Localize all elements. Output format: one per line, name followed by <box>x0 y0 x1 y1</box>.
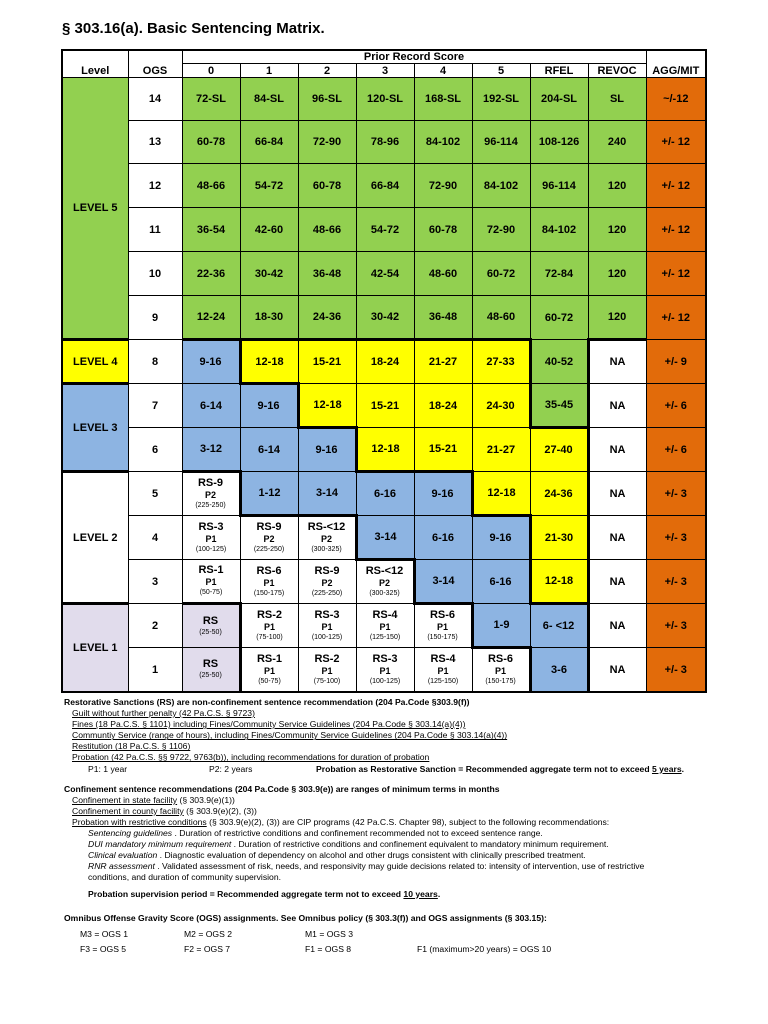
matrix-cell: 6-16 <box>414 516 472 560</box>
prior-record-score-header: Prior Record Score <box>182 50 646 64</box>
cell-rs-label: RS-9 <box>314 564 340 577</box>
cell-rs-label: RS <box>202 614 219 627</box>
matrix-cell: SL <box>588 78 646 121</box>
matrix-cell: 15-21 <box>356 384 414 428</box>
matrix-row <box>62 428 706 472</box>
matrix-cell: 36-54 <box>182 208 240 252</box>
matrix-cell: 120 <box>588 252 646 296</box>
prs-column-header: 3 <box>356 64 414 78</box>
prs-column-header: 5 <box>472 64 530 78</box>
matrix-cell: 30-42 <box>240 252 298 296</box>
ogs-assign: M2 = OGS 2 <box>184 928 232 939</box>
probation-rs-note: Probation as Restorative Sanction = Recommended aggregate term not to exceed 5 years. <box>316 763 684 774</box>
cell-probation-label: P1 <box>494 666 506 676</box>
rs-item: Fines (18 Pa.C.S. § 1101) including Fines/Community Service Guidelines (204 Pa.Code § 303.14(a)(4)) <box>72 719 466 730</box>
level-label: LEVEL 4 <box>62 340 128 384</box>
cell-probation-label: P1 <box>436 622 448 632</box>
matrix-cell: 42-60 <box>240 208 298 252</box>
matrix-cell: 6-16 <box>472 560 530 604</box>
matrix-cell: 48-66 <box>298 208 356 252</box>
matrix-cell: NA <box>588 604 646 648</box>
rs-item: Communtiy Service (range of hours), including Fines/Community Service Guidelines (204 Pa.Code § 303.14(a)(4)) <box>72 730 508 741</box>
probation-terms-row <box>64 764 724 775</box>
matrix-row <box>62 472 706 516</box>
conf-county: Confinement in county facility (§ 303.9(e)(2), (3)) <box>72 805 257 816</box>
level-header: Level <box>62 50 128 78</box>
cell-rs-label: RS-1 <box>256 652 283 665</box>
matrix-cell <box>356 648 414 693</box>
ogs-assign: F3 = OGS 5 <box>80 943 127 954</box>
matrix-cell: 21-27 <box>414 340 472 384</box>
matrix-cell: 40-52 <box>530 340 588 384</box>
matrix-cell: 6-16 <box>356 472 414 516</box>
cell-rs-label: RS-4 <box>430 652 456 665</box>
cell-rs-label: RS <box>202 658 219 670</box>
matrix-row <box>62 121 706 164</box>
matrix-cell: 12-18 <box>240 340 298 384</box>
matrix-row <box>62 648 706 693</box>
matrix-row <box>62 604 706 648</box>
matrix-cell: 120 <box>588 164 646 208</box>
ogs-value: 11 <box>128 208 182 252</box>
matrix-cell <box>298 648 356 693</box>
ogs-value: 8 <box>128 340 182 384</box>
cell-range-label: (125-150) <box>427 677 459 685</box>
cell-rs-label: RS-2 <box>256 608 283 621</box>
matrix-row <box>62 560 706 604</box>
cell-range-label: (25-50) <box>199 672 222 679</box>
cell-rs-label: RS-2 <box>314 652 340 665</box>
matrix-cell <box>182 604 240 648</box>
cell-range-label: (100-125) <box>311 633 343 641</box>
matrix-cell <box>472 648 530 693</box>
matrix-cell: 48-60 <box>472 296 530 340</box>
cell-probation-label: P2 <box>320 534 332 544</box>
matrix-row <box>62 296 706 340</box>
ogs-value: 3 <box>128 560 182 604</box>
matrix-cell: 60-78 <box>182 121 240 164</box>
ogs-value: 10 <box>128 252 182 296</box>
matrix-cell <box>240 648 298 693</box>
level-label: LEVEL 3 <box>62 384 128 472</box>
prob-restrictive: Probation with restrictive conditions (§ 303.9(e)(2), (3)) are CIP programs (42 Pa.C.S. Chapter 98), subject to the following recommendations: <box>72 816 610 827</box>
cell-range-label: (300-325) <box>369 590 400 597</box>
cell-range-label: (125-150) <box>369 633 401 641</box>
matrix-cell: 24-36 <box>530 472 588 516</box>
matrix-cell: 96-SL <box>298 78 356 121</box>
agg-mit-value: +/- 3 <box>646 472 706 516</box>
cell-range-label: (50-75) <box>258 677 281 685</box>
matrix-cell: 96-114 <box>472 121 530 164</box>
level-label: LEVEL 2 <box>62 472 128 604</box>
matrix-cell: 42-54 <box>356 252 414 296</box>
agg-mit-value: ~/-12 <box>646 78 706 121</box>
agg-mit-value: +/- 9 <box>646 340 706 384</box>
matrix-cell: 66-84 <box>356 164 414 208</box>
matrix-cell: 1-9 <box>472 604 530 648</box>
cell-probation-label: P1 <box>437 665 449 676</box>
matrix-cell: 108-126 <box>530 121 588 164</box>
matrix-cell: NA <box>588 472 646 516</box>
matrix-cell: 48-66 <box>182 164 240 208</box>
matrix-cell: 72-90 <box>472 208 530 252</box>
matrix-cell: 72-90 <box>414 164 472 208</box>
cell-rs-label: RS-<12 <box>365 565 404 577</box>
rs-item: Restitution (18 Pa.C.S. § 1106) <box>72 741 191 752</box>
matrix-cell <box>298 516 356 560</box>
matrix-cell: 27-33 <box>472 340 530 384</box>
prs-column-header: 1 <box>240 64 298 78</box>
matrix-cell: 12-18 <box>356 428 414 472</box>
matrix-cell: 21-30 <box>530 516 588 560</box>
matrix-cell: 60-72 <box>472 252 530 296</box>
cell-rs-label: RS-6 <box>429 609 456 621</box>
matrix-cell: 72-90 <box>298 121 356 164</box>
rs-item: Probation (42 Pa.C.S. §§ 9722, 9763(b)), including recommendations for duration of probation <box>72 752 430 763</box>
cell-range-label: (75-100) <box>256 633 283 641</box>
matrix-cell: 168-SL <box>414 78 472 121</box>
ogs-assign: F1 (maximum>20 years) = OGS 10 <box>417 943 552 954</box>
ogs-assign-row-1 <box>64 929 724 940</box>
matrix-cell: 12-24 <box>182 296 240 340</box>
matrix-cell: 120 <box>588 208 646 252</box>
cell-range-label: (225-250) <box>253 546 285 553</box>
cell-probation-label: P1 <box>205 577 217 587</box>
matrix-cell: 27-40 <box>530 428 588 472</box>
cell-probation-label: P2 <box>378 578 390 588</box>
matrix-cell: 3-14 <box>356 516 414 560</box>
matrix-cell: 22-36 <box>182 252 240 296</box>
matrix-cell: 6-14 <box>182 384 240 428</box>
matrix-cell <box>414 648 472 693</box>
ogs-value: 9 <box>128 296 182 340</box>
level-label: LEVEL 1 <box>62 604 128 693</box>
cell-rs-label: RS-<12 <box>307 521 346 533</box>
level-label: LEVEL 5 <box>62 78 128 340</box>
matrix-cell: 60-78 <box>298 164 356 208</box>
cell-range-label: (225-250) <box>195 502 226 509</box>
cell-range-label: (150-175) <box>427 634 458 641</box>
matrix-row <box>62 78 706 121</box>
matrix-cell: 18-30 <box>240 296 298 340</box>
matrix-cell: 18-24 <box>356 340 414 384</box>
matrix-cell: 6-14 <box>240 428 298 472</box>
matrix-cell: 24-30 <box>472 384 530 428</box>
matrix-row <box>62 208 706 252</box>
matrix-cell: 3-14 <box>414 560 472 604</box>
cell-rs-label: RS-9 <box>256 521 282 533</box>
prs-column-header: 2 <box>298 64 356 78</box>
matrix-cell: 240 <box>588 121 646 164</box>
agg-mit-value: +/- 12 <box>646 252 706 296</box>
ogs-heading: Omnibus Offense Gravity Score (OGS) assignments. See Omnibus policy (§ 303.3(f)) and OGS assignments (§ 303.15): <box>64 912 547 923</box>
ogs-assign: M3 = OGS 1 <box>80 928 128 939</box>
cell-probation-label: P2 <box>204 490 216 500</box>
rs-heading: Restorative Sanctions (RS) are non-confinement sentence recommendation (204 Pa.Code §303.9(f)) <box>64 697 470 707</box>
supervision-note: Probation supervision period = Recommended aggregate term not to exceed 10 years. <box>88 888 441 899</box>
cell-rs-label: RS-3 <box>372 652 398 665</box>
rnr-note-cont: conditions, and duration of community supervision. <box>88 872 281 883</box>
matrix-cell: 15-21 <box>298 340 356 384</box>
p1-label: P1: 1 year <box>88 763 128 774</box>
matrix-cell: 9-16 <box>240 384 298 428</box>
cell-range-label: (50-75) <box>199 589 223 596</box>
matrix-cell: 120 <box>588 296 646 340</box>
cell-probation-label: P2 <box>321 577 333 588</box>
agg-mit-value: +/- 6 <box>646 428 706 472</box>
matrix-cell <box>182 560 240 604</box>
cell-probation-label: P1 <box>321 665 333 676</box>
matrix-cell: 84-SL <box>240 78 298 121</box>
prs-column-header: REVOC <box>588 64 646 78</box>
matrix-cell: 3-12 <box>182 428 240 472</box>
matrix-cell: 9-16 <box>414 472 472 516</box>
cell-probation-label: P1 <box>263 577 275 588</box>
agg-mit-value: +/- 12 <box>646 296 706 340</box>
matrix-cell: 21-27 <box>472 428 530 472</box>
ogs-assign: F1 = OGS 8 <box>305 943 352 954</box>
matrix-cell: 35-45 <box>530 384 588 428</box>
matrix-cell: 3-6 <box>530 648 588 693</box>
matrix-cell: 72-84 <box>530 252 588 296</box>
matrix-cell: 12-18 <box>530 560 588 604</box>
matrix-cell: 12-18 <box>472 472 530 516</box>
matrix-cell: 12-18 <box>298 384 356 428</box>
matrix-row <box>62 252 706 296</box>
matrix-cell <box>240 560 298 604</box>
ogs-value: 2 <box>128 604 182 648</box>
agg-mit-value: +/- 12 <box>646 164 706 208</box>
matrix-cell: 1-12 <box>240 472 298 516</box>
matrix-cell: 9-16 <box>298 428 356 472</box>
matrix-cell <box>182 472 240 516</box>
cell-range-label: (100-125) <box>195 545 227 553</box>
matrix-cell <box>356 560 414 604</box>
rs-item: Guilt without further penalty (42 Pa.C.S. § 9723) <box>72 708 255 719</box>
matrix-cell: 204-SL <box>530 78 588 121</box>
ogs-assign: M1 = OGS 3 <box>305 928 353 939</box>
matrix-cell: 96-114 <box>530 164 588 208</box>
matrix-cell: 54-72 <box>356 208 414 252</box>
matrix-cell <box>356 604 414 648</box>
matrix-cell: NA <box>588 428 646 472</box>
agg-mit-value: +/- 3 <box>646 604 706 648</box>
page-title: § 303.16(a). Basic Sentencing Matrix. <box>62 20 325 37</box>
matrix-cell: 36-48 <box>414 296 472 340</box>
sentencing-guidelines-note: Sentencing guidelines . Duration of restrictive conditions and confinement recommended not to exceed sentence range. <box>88 828 543 839</box>
agg-mit-value: +/- 12 <box>646 121 706 164</box>
matrix-row <box>62 164 706 208</box>
agg-mit-value: +/- 3 <box>646 516 706 560</box>
ogs-value: 5 <box>128 472 182 516</box>
cell-range-label: (75-100) <box>313 677 341 685</box>
cell-rs-label: RS-3 <box>198 520 224 533</box>
prs-column-header: RFEL <box>530 64 588 78</box>
matrix-cell: 120-SL <box>356 78 414 121</box>
confinement-heading: Confinement sentence recommendations (204 Pa.Code § 303.9(e)) are ranges of minimum terms in months <box>64 783 500 794</box>
clinical-eval-note: Clinical evaluation . Diagnostic evaluation of dependency on alcohol and other drugs consistent with clinically prescribed treatment. <box>88 850 586 861</box>
rnr-note: RNR assessment . Validated assessment of risk, needs, and responsivity may guide decisions related to: intensity of intervention, use of restrictive <box>88 861 645 872</box>
matrix-cell: 84-102 <box>414 121 472 164</box>
matrix-cell: NA <box>588 560 646 604</box>
ogs-value: 12 <box>128 164 182 208</box>
matrix-cell <box>182 648 240 693</box>
agg-mit-value: +/- 3 <box>646 648 706 693</box>
matrix-cell: 6- <12 <box>530 604 588 648</box>
matrix-cell: NA <box>588 340 646 384</box>
cell-rs-label: RS-3 <box>314 608 340 621</box>
cell-rs-label: RS-6 <box>256 564 282 577</box>
cell-range-label: (100-125) <box>369 677 401 685</box>
matrix-cell: 60-78 <box>414 208 472 252</box>
cell-rs-label: RS-9 <box>197 477 224 489</box>
matrix-row <box>62 340 706 384</box>
cell-probation-label: P1 <box>379 621 391 632</box>
matrix-cell: 9-16 <box>472 516 530 560</box>
notes-section <box>64 697 724 955</box>
prs-column-header: 4 <box>414 64 472 78</box>
matrix-cell <box>240 516 298 560</box>
matrix-cell: 84-102 <box>472 164 530 208</box>
matrix-cell: 60-72 <box>530 296 588 340</box>
cell-rs-label: RS-6 <box>487 653 514 665</box>
matrix-cell <box>182 516 240 560</box>
matrix-cell: 24-36 <box>298 296 356 340</box>
sentencing-matrix-table <box>61 49 707 693</box>
matrix-cell: 84-102 <box>530 208 588 252</box>
cell-probation-label: P1 <box>205 533 217 544</box>
matrix-cell: NA <box>588 384 646 428</box>
agg-mit-header: AGG/MIT <box>646 50 706 78</box>
matrix-cell <box>240 604 298 648</box>
matrix-cell: NA <box>588 648 646 693</box>
cell-probation-label: P1 <box>379 665 391 676</box>
ogs-assign: F2 = OGS 7 <box>184 943 231 954</box>
matrix-cell: 72-SL <box>182 78 240 121</box>
ogs-header: OGS <box>128 50 182 78</box>
ogs-value: 4 <box>128 516 182 560</box>
ogs-value: 13 <box>128 121 182 164</box>
cell-probation-label: P1 <box>321 621 333 632</box>
matrix-cell: 9-16 <box>182 340 240 384</box>
cell-range-label: (150-175) <box>253 589 285 597</box>
cell-range-label: (150-175) <box>485 678 516 685</box>
matrix-cell: 78-96 <box>356 121 414 164</box>
matrix-cell: 66-84 <box>240 121 298 164</box>
ogs-assign-row-2 <box>64 944 724 955</box>
cell-range-label: (25-50) <box>199 628 222 636</box>
cell-probation-label: P2 <box>263 534 275 544</box>
agg-mit-value: +/- 6 <box>646 384 706 428</box>
cell-rs-label: RS-4 <box>372 608 398 621</box>
cell-range-label: (300-325) <box>311 546 342 553</box>
matrix-cell: 192-SL <box>472 78 530 121</box>
matrix-cell: 36-48 <box>298 252 356 296</box>
cell-probation-label: P1 <box>263 665 275 676</box>
cell-rs-label: RS-1 <box>198 564 224 576</box>
p2-label: P2: 2 years <box>209 763 253 774</box>
agg-mit-value: +/- 3 <box>646 560 706 604</box>
matrix-cell: 30-42 <box>356 296 414 340</box>
ogs-value: 7 <box>128 384 182 428</box>
matrix-cell <box>298 604 356 648</box>
matrix-cell: 15-21 <box>414 428 472 472</box>
cell-probation-label: P1 <box>263 621 275 632</box>
cell-range-label: (225-250) <box>311 589 343 597</box>
ogs-value: 14 <box>128 78 182 121</box>
matrix-cell <box>298 560 356 604</box>
conf-state: Confinement in state facility (§ 303.9(e)(1)) <box>72 794 235 805</box>
matrix-cell <box>414 604 472 648</box>
ogs-value: 6 <box>128 428 182 472</box>
dui-note: DUI mandatory minimum requirement . Duration of restrictive conditions and confinement equivalent to mandatory minimum requirement. <box>88 839 609 850</box>
ogs-value: 1 <box>128 648 182 693</box>
matrix-cell: 18-24 <box>414 384 472 428</box>
matrix-row <box>62 516 706 560</box>
matrix-cell: NA <box>588 516 646 560</box>
matrix-row <box>62 384 706 428</box>
agg-mit-value: +/- 12 <box>646 208 706 252</box>
matrix-cell: 3-14 <box>298 472 356 516</box>
matrix-cell: 48-60 <box>414 252 472 296</box>
matrix-cell: 54-72 <box>240 164 298 208</box>
prs-column-header: 0 <box>182 64 240 78</box>
